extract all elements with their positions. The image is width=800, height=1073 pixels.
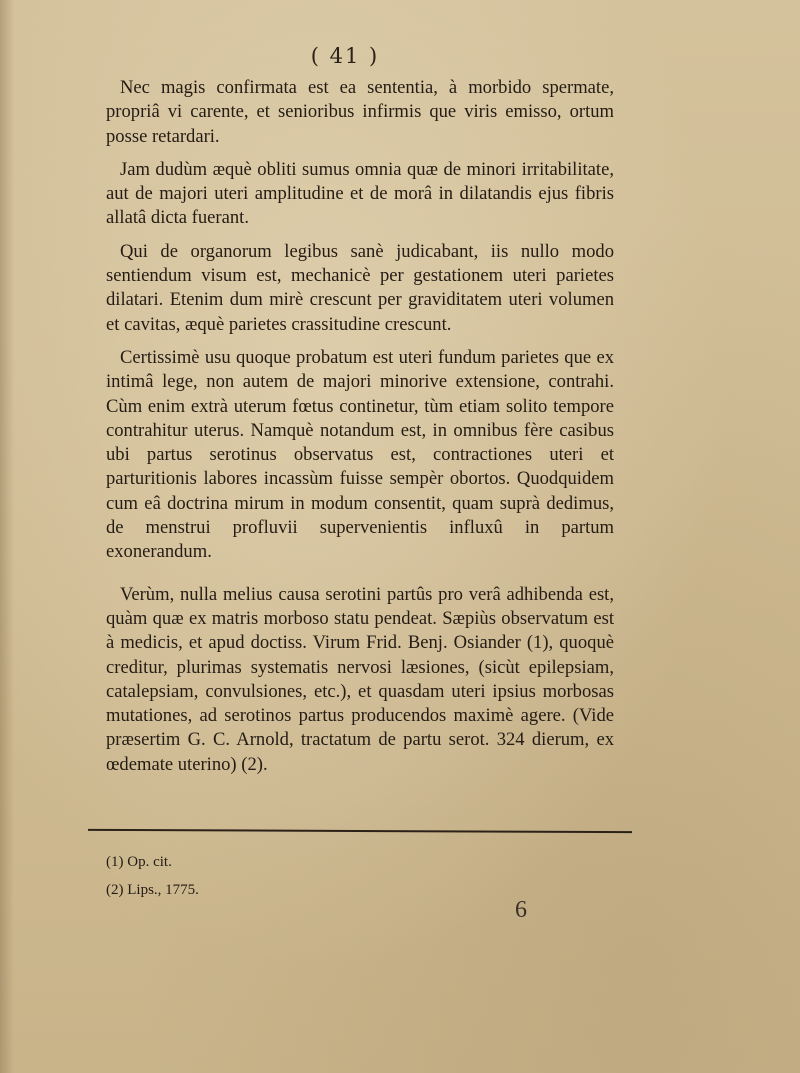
paragraph-1: Nec magis confirmata est ea sententia, à morbido spermate, propriâ vi carente, et senioribus infirmis que viris emisso, ortum posse retardari.	[106, 77, 614, 147]
paragraph-3: Qui de organorum legibus sanè judicabant, iis nullo modo sentiendum visum est, mechanicè per gestationem uteri parietes dilatari. Etenim dum mirè crescunt per graviditatem uteri volumen et cavitas, æquè parietes crassitudine crescunt.	[106, 240, 614, 335]
signature-mark: 6	[515, 897, 527, 923]
main-text	[106, 76, 614, 786]
page-number: ( 41 )	[310, 44, 380, 68]
footnote-2: (2) Lips., 1775.	[106, 882, 199, 898]
paragraph-2: Jam dudùm æquè obliti sumus omnia quæ de minori irritabilitate, aut de majori uteri amplitudine et de morâ in dilatandis ejus fibris allatâ dicta fuerant.	[106, 158, 614, 229]
page-edge-shadow	[0, 0, 14, 1073]
paragraph-5: Verùm, nulla melius causa serotini partûs pro verâ adhibenda est, quàm quæ ex matris morboso statu pendeat. Sæpiùs observatum est à medicis, et apud doctiss. Virum Frid. Benj. Osiander (1), quoquè creditur, plurimas systematis nervosi læsiones, (sicùt epilepsiam, catalepsiam, convulsiones, etc.), et quasdam uteri ipsius morbosas mutationes, ad serotinos partus producendos maximè agere. (Vide præsertim G. C. Arnold, tractatum de partu serot. 324 dierum, ex œdemate uterino) (2).	[106, 583, 614, 775]
footnote-1: (1) Op. cit.	[106, 854, 172, 870]
footnote-divider	[88, 829, 632, 833]
paragraph-4: Certissimè usu quoque probatum est uteri fundum parietes que ex intimâ lege, non autem de majori minorive extensione, contrahi. Cùm enim extrà uterum fœtus continetur, tùm etiam solito tempore contrahitur uterus. Namquè notandum est, in omnibus fère casibus ubi partus serotinus observatus est, contractiones uteri et parturitionis labores incassùm fuisse sempèr obortos. Quodquidem cum eâ doctrina mirum in modum consentit, quam suprà dedimus, de menstrui profluvii supervenientis influxû in partum exonerandum.	[106, 346, 614, 563]
footnotes	[106, 848, 406, 904]
